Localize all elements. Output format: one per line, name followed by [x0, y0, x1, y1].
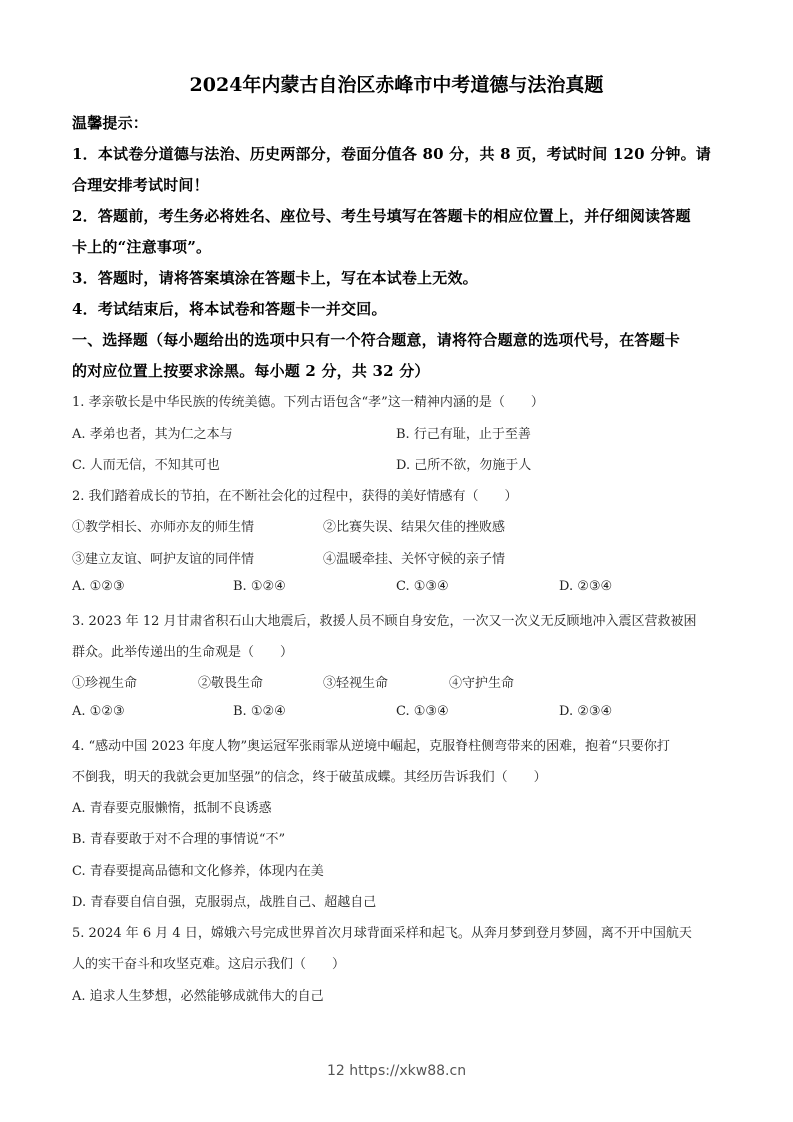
notice-item-3: 3．答题时，请将答案填涂在答题卡上，写在本试卷上无效。 [72, 269, 478, 287]
option-a: A. ①②③ [72, 704, 125, 719]
statement-3: ③轻视生命 [323, 676, 389, 691]
question-stem-cont: 人的实干奋斗和攻坚克难。这启示我们（ ） [72, 957, 346, 972]
question-stem: 4. “感动中国 2023 年度人物”奥运冠军张雨霏从逆境中崛起，克服脊柱侧弯带来的困难，抱着“只要你打 [72, 739, 670, 754]
option-a: A. 追求人生梦想，必然能够成就伟大的自己 [72, 989, 324, 1004]
notice-item-4: 4．考试结束后，将本试卷和答题卡一并交回。 [72, 300, 387, 318]
page-title: 2024年内蒙古自治区赤峰市中考道德与法治真题 [189, 74, 604, 96]
section-heading-cont: 的对应位置上按要求涂黑。每小题 2 分，共 32 分） [72, 362, 430, 380]
notice-item-1-cont: 合理安排考试时间！ [72, 176, 209, 194]
option-b: B. ①②④ [233, 704, 286, 719]
option-c: C. ①③④ [396, 704, 449, 719]
statement-4: ④温暖牵挂、关怀守候的亲子情 [323, 552, 506, 567]
question-stem: 5. 2024 年 6 月 4 日，嫦娥六号完成世界首次月球背面采样和起飞。从奔月梦到登月梦圆，离不开中国航天 [72, 926, 692, 941]
statement-1: ①珍视生命 [72, 676, 138, 691]
option-b: B. 青春要敢于对不合理的事情说“不” [72, 832, 286, 847]
question-stem: 3. 2023 年 12 月甘肃省积石山大地震后，救援人员不顾自身安危，一次又一次义无反顾地冲入震区营救被困 [72, 614, 697, 629]
question-stem-cont: 群众。此举传递出的生命观是（ ） [72, 645, 294, 660]
option-b: B. ①②④ [233, 579, 286, 594]
option-c: C. ①③④ [396, 579, 449, 594]
option-d: D. 己所不欲，勿施于人 [396, 458, 532, 473]
option-d: D. 青春要自信自强，克服弱点，战胜自己、超越自己 [72, 895, 377, 910]
option-c: C. 青春要提高品德和文化修养，体现内在美 [72, 864, 324, 879]
question-stem: 2. 我们踏着成长的节拍，在不断社会化的过程中，获得的美好情感有（ ） [72, 489, 518, 504]
option-a: A. 青春要克服懒惰，抵制不良诱惑 [72, 801, 272, 816]
option-d: D. ②③④ [559, 579, 613, 594]
page-footer: 12 https://xkw88.cn [326, 1063, 467, 1079]
statement-2: ②敬畏生命 [198, 676, 264, 691]
option-a: A. 孝弟也者，其为仁之本与 [72, 427, 233, 442]
notice-heading: 温馨提示： [72, 114, 149, 132]
option-d: D. ②③④ [559, 704, 613, 719]
notice-item-2-cont: 卡上的“注意事项”。 [72, 238, 212, 256]
question-stem: 1. 孝亲敬长是中华民族的传统美德。下列古语包含“孝”这一精神内涵的是（ ） [72, 395, 544, 410]
option-c: C. 人而无信，不知其可也 [72, 458, 220, 473]
option-a: A. ①②③ [72, 579, 125, 594]
statement-4: ④守护生命 [449, 676, 515, 691]
statement-2: ②比赛失误、结果欠佳的挫败感 [323, 520, 506, 535]
statement-1: ①教学相长、亦师亦友的师生情 [72, 520, 255, 535]
section-heading: 一、选择题（每小题给出的选项中只有一个符合题意，请将符合题意的选项代号，在答题卡 [72, 331, 681, 349]
option-b: B. 行己有耻，止于至善 [396, 427, 531, 442]
question-stem-cont: 不倒我，明天的我就会更加坚强”的信念，终于破茧成蝶。其经历告诉我们（ ） [72, 770, 547, 785]
statement-3: ③建立友谊、呵护友谊的同伴情 [72, 552, 255, 567]
notice-item-2: 2．答题前，考生务必将姓名、座位号、考生号填写在答题卡的相应位置上，并仔细阅读答题 [72, 207, 691, 225]
notice-item-1: 1．本试卷分道德与法治、历史两部分，卷面分值各 80 分，共 8 页，考试时间 120 分钟。请 [72, 145, 711, 163]
